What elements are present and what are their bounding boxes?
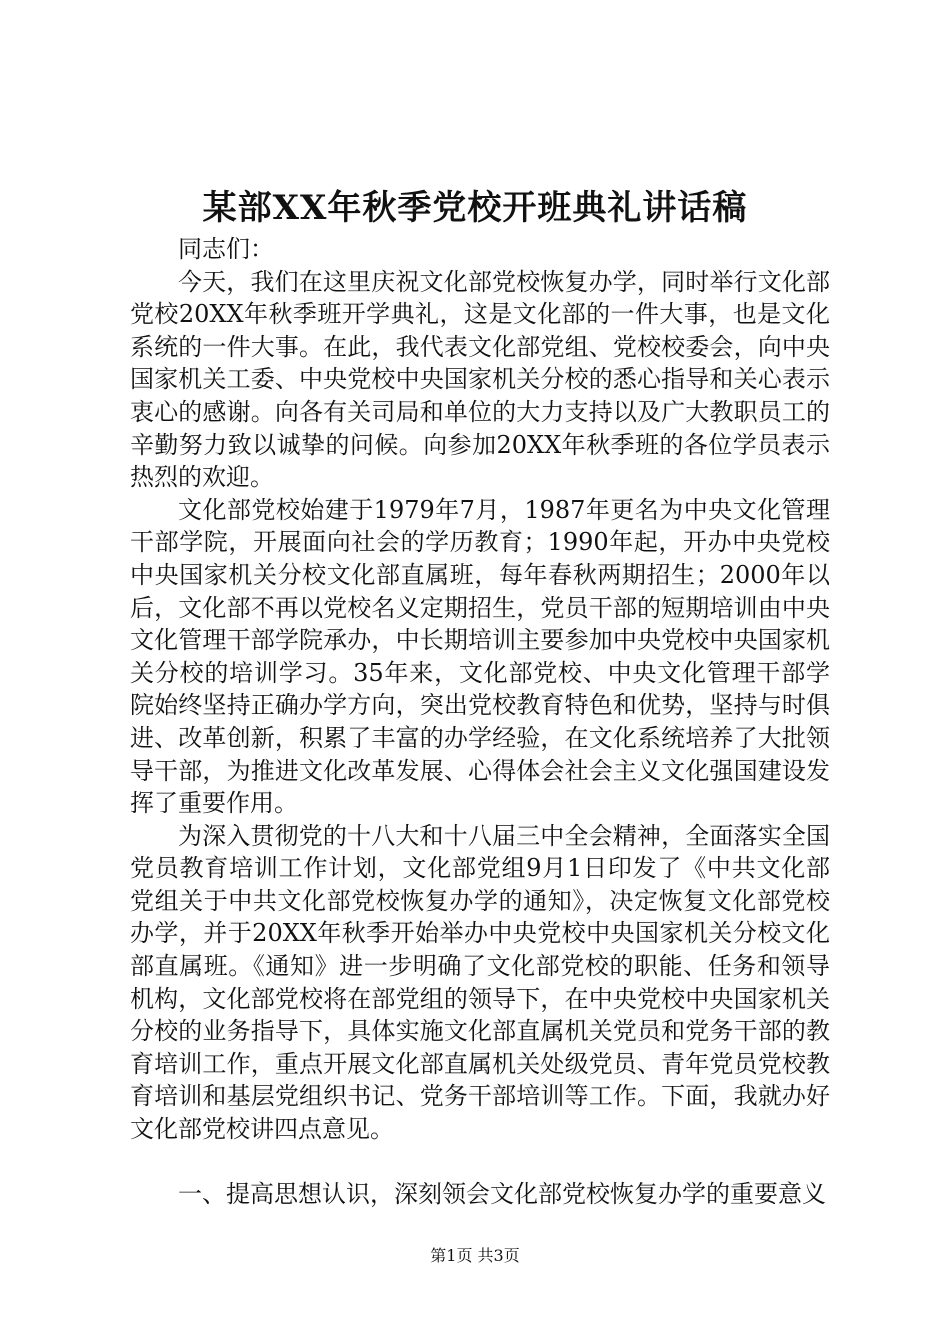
salutation: 同志们： — [178, 235, 274, 263]
section-heading: 一、提高思想认识，深刻领会文化部党校恢复办学的重要意义 — [178, 1179, 826, 1208]
paragraph: 今天，我们在这里庆祝文化部党校恢复办学，同时举行文化部党校20XX年秋季班开学典礼，这是文化部的一件大事，也是文化系统的一件大事。在此，我代表文化部党组、党校校委会，向中央国家机关工委、中央党校中央国家机关分校的悉心指导和关心表示衷心的感谢。向各有关司局和单位的大力支持以及广大教职员工的辛勤努力致以诚挚的问候。向参加20XX年秋季班的各位学员表示热烈的欢迎。 — [130, 267, 830, 492]
page-footer: 第1页 共3页 — [430, 1246, 520, 1265]
document-title: 某部XX年秋季党校开班典礼讲话稿 — [202, 188, 748, 228]
paragraph: 文化部党校始建于1979年7月，1987年更名为中央文化管理干部学院，开展面向社会的学历教育；1990年起，开办中央党校中央国家机关分校文化部直属班，每年春秋两期招生；2000年以后，文化部不再以党校名义定期招生，党员干部的短期培训由中央文化管理干部学院承办，中长期培训主要参加中央党校中央国家机关分校的培训学习。35年来，文化部党校、中央文化管理干部学院始终坚持正确办学方向，突出党校教育特色和优势，坚持与时俱进、改革创新，积累了丰富的办学经验，在文化系统培养了大批领导干部，为推进文化改革发展、心得体会社会主义文化强国建设发挥了重要作用。 — [130, 495, 830, 818]
document-body — [130, 233, 830, 1210]
paragraph: 为深入贯彻党的十八大和十八届三中全会精神，全面落实全国党员教育培训工作计划，文化部党组9月1日印发了《中共文化部党组关于中共文化部党校恢复办学的通知》，决定恢复文化部党校办学，并于20XX年秋季开始举办中央党校中央国家机关分校文化部直属班。《通知》进一步明确了文化部党校的职能、任务和领导机构，文化部党校将在部党组的领导下，在中央党校中央国家机关分校的业务指导下，具体实施文化部直属机关党员和党务干部的教育培训工作，重点开展文化部直属机关处级党员、青年党员党校教育培训和基层党组织书记、党务干部培训等工作。下面，我就办好文化部党校讲四点意见。 — [130, 821, 830, 1144]
